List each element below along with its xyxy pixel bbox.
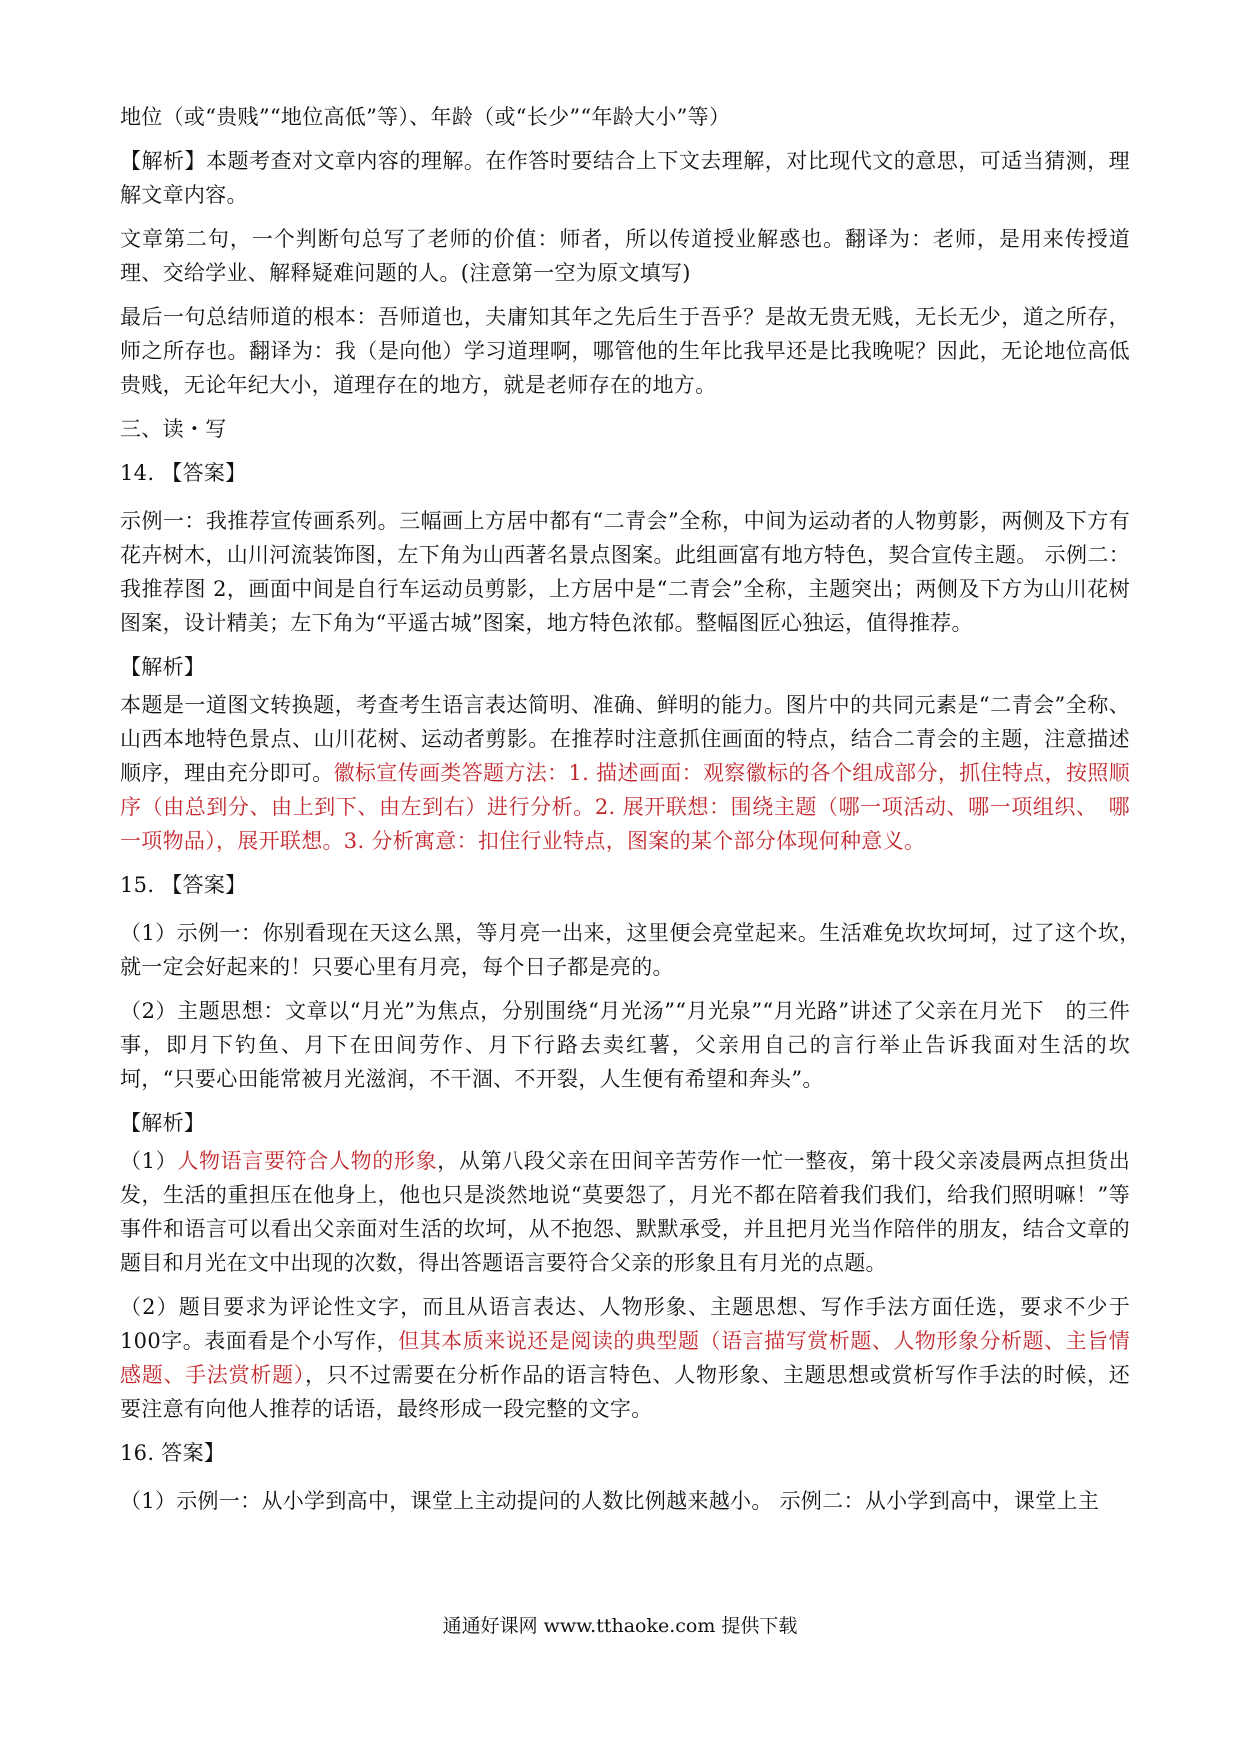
document-body	[120, 100, 1152, 1528]
question-15-answer-1: （1）示例一：你别看现在天这么黑，等月亮一出来，这里便会亮堂起来。生活难免坎坎坷坷，过了这个坎， 就一定会好起来的！只要心里有月亮，每个日子都是亮的。	[120, 921, 1152, 979]
section-heading: 三、读・写	[120, 417, 227, 441]
question-14-heading: 14. 【答案】	[120, 461, 247, 485]
question-16-answer-1: （1）示例一：从小学到高中，课堂上主动提问的人数比例越来越小。 示例二：从小学到高中，课堂上主	[120, 1489, 1100, 1513]
highlighted-point: 但其本质来说还是阅读的典型题（语言描写赏析题、人物形象分析题、主旨情感题、手法赏析题）	[120, 1329, 1130, 1387]
question-15-analysis-heading: 【解析】	[120, 1111, 206, 1135]
answer-paragraph: 地位（或“贵贱”“地位高低”等）、年龄（或“长少”“年龄大小”等）	[120, 105, 731, 129]
highlighted-point: 人物语言要符合人物的形象	[177, 1149, 438, 1173]
question-15-answer-2: （2）主题思想：文章以“月光”为焦点，分别围绕“月光汤”“月光泉”“月光路”讲述了父亲在月光下 的三件事，即月下钓鱼、月下在田间劳作、月下行路去卖红薯，父亲用自己的言行举止告诉我面对生活的坎坷，“只要心田能常被月光滋润，不干涸、不开裂，人生便有希望和奔头”。	[120, 999, 1130, 1091]
question-15-analysis-2	[120, 1290, 1130, 1426]
analysis-text: （1）	[120, 1149, 178, 1173]
analysis-text: （2）题目要求为评论性文字，而且从语言表达、人物形象、主题思想、写作手法方面任选，要求不少于 100字。表面看是个小写作，	[120, 1295, 1130, 1353]
analysis-paragraph: 最后一句总结师道的根本：吾师道也，夫庸知其年之先后生于吾乎？是故无贵无贱，无长无少，道之所存，师之所存也。翻译为：我（是向他）学习道理啊，哪管他的生年比我早还是比我晚呢？因此，无论地位高低贵贱，无论年纪大小，道理存在的地方，就是老师存在的地方。	[120, 305, 1130, 397]
question-15-heading: 15. 【答案】	[120, 873, 247, 897]
question-15-analysis-1	[120, 1144, 1130, 1280]
analysis-paragraph: 文章第二句，一个判断句总写了老师的价值：师者，所以传道授业解惑也。翻译为：老师，是用来传授道理、交给学业、解释疑难问题的人。(注意第一空为原文填写)	[120, 227, 1130, 285]
question-14-analysis-heading: 【解析】	[120, 655, 206, 679]
question-14-analysis	[120, 688, 1130, 858]
analysis-text: ，只不过需要在分析作品的语言特色、人物形象、主题思想或赏析写作手法的时候，还要注意有向他人推荐的话语，最终形成一段完整的文字。	[120, 1363, 1130, 1421]
question-14-answer: 示例一：我推荐宣传画系列。三幅画上方居中都有“二青会”全称，中间为运动者的人物剪影，两侧及下方有花卉树木，山川河流装饰图，左下角为山西著名景点图案。此组画富有地方特色，契合宣传主题。 示例二：我推荐图 2，画面中间是自行车运动员剪影，上方居中是“二青会”全称，主题突出；两侧及下方为山川花树图案，设计精美；左下角为“平遥古城”图案，地方特色浓郁。整幅图匠心独运，值得推荐。	[120, 509, 1130, 635]
page-footer: 通通好课网 www.tthaoke.com 提供下载	[442, 1615, 798, 1637]
analysis-text: 本题是一道图文转换题，考查考生语言表达简明、准确、鲜明的能力。图片中的共同元素是“二青会”全称、山西本地特色景点、山川花树、运动者剪影。在推荐时注意抓住画面的特点，结合二青会的主题，注意描述顺序，理由充分即可。	[120, 693, 1130, 785]
question-16-heading: 16. 答案】	[120, 1441, 226, 1465]
analysis-paragraph: 【解析】本题考查对文章内容的理解。在作答时要结合上下文去理解，对比现代文的意思，可适当猜测，理解文章内容。	[120, 149, 1130, 207]
highlighted-method: 徽标宣传画类答题方法：1. 描述画面：观察徽标的各个组成部分，抓住特点，按照顺序（由总到分、由上到下、由左到右）进行分析。2. 展开联想：围绕主题（哪一项活动、哪一项组织、 哪一项物品），展开联想。3. 分析寓意：扣住行业特点，图案的某个部分体现何种意义。	[120, 761, 1130, 853]
analysis-text: ，从第八段父亲在田间辛苦劳作一忙一整夜，第十段父亲凌晨两点担货出发，生活的重担压在他身上，他也只是淡然地说“莫要怨了，月光不都在陪着我们我们，给我们照明嘛！”等事件和语言可以看出父亲面对生活的坎坷，从不抱怨、默默承受，并且把月光当作陪伴的朋友，结合文章的题目和月光在文中出现的次数，得出答题语言要符合父亲的形象且有月光的点题。	[120, 1149, 1130, 1275]
